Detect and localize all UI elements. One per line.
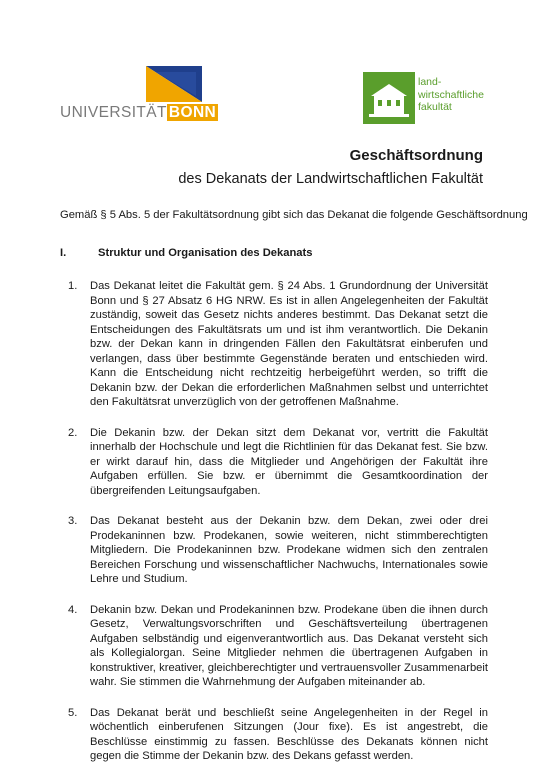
list-item-text: Das Dekanat leitet die Fakultät gem. § 24 Abs. 1 Grundordnung der Universität Bonn und § 27 Absatz 6 HG NRW. Es ist in allen Angelegenheiten der Fakultät zuständig, soweit das Gesetz nichts anderes bestimmt. Das Dekanat setzt die Entscheidungen des Fakultätsrats um und ist ihm verantwortlich. Die Dekanin bzw. der Dekan kann in dringenden Fällen den Fakultätsrat einberufen und verlangen, dass über bestimmte Gegenstände beraten und entschieden wird. Kann die Entscheidung nicht rechtzeitig herbeigeführt werden, so trifft die Dekanin bzw. der Dekan die erforderlichen Maßnahmen selbst und unterrichtet den Fakultätsrat unverzüglich von der getroffenen Maßnahme. [90,280,488,408]
list-item [68,706,488,764]
section-number: I. [60,247,67,259]
list-item-number: 3. [68,515,78,527]
university-logo-mark-icon [146,66,202,102]
list-item-text: Das Dekanat besteht aus der Dekanin bzw. dem Dekan, zwei oder drei Prodekaninnen bzw. Prodekanen, sowie weiteren, nicht stimmberechtigten Mitgliedern. Die Prodekaninnen bzw. Prodekane widmen sich den zentralen Bereichen Forschung und wissenschaftlicher Nachwuchs, Internationales sowie Lehre und Studium. [90,515,488,585]
numbered-list [68,279,488,768]
list-item [68,279,488,410]
list-item [68,426,488,499]
section-title: Struktur und Organisation des Dekanats [98,247,313,259]
list-item-text: Das Dekanat berät und beschließt seine Angelegenheiten in der Regel in wöchentlich einberufenen Sitzungen (Jour fixe). Es ist angestrebt, die Beschlüsse einstimmig zu fassen. Beschlüsse des Dekanats können nicht gegen die Stimme der Dekanin bzw. des Dekans gefasst werden. [90,706,488,762]
intro-text: Gemäß § 5 Abs. 5 der Fakultätsordnung gibt sich das Dekanat die folgende Geschäftsordnung [60,209,528,221]
faculty-logo-mark-icon [363,72,415,124]
list-item-number: 5. [68,706,78,719]
list-item [68,514,488,587]
document-title: Geschäftsordnung [349,147,483,164]
university-bonn-logo [60,66,217,122]
list-item-number: 2. [68,426,78,439]
university-wordmark: UNIVERSITÄT BONN [60,104,217,121]
document-subtitle: des Dekanats der Landwirtschaftlichen Fakultät [178,171,483,187]
faculty-wordmark: land- wirtschaftliche fakultät [418,76,484,113]
faculty-logo [363,72,503,128]
list-item-number: 4. [68,603,78,616]
list-item-text: Dekanin bzw. Dekan und Prodekaninnen bzw. Prodekane üben die ihnen durch Gesetz, Verwaltungsvorschriften und Geschäftsverteilung übertragenen Aufgaben selbständig und eigenverantwortlich aus. Das Dekanat versteht sich als Kollegialorgan. Seine Mitglieder nehmen die übertragenen Aufgaben in konstruktiver, kreativer, gleichberechtigter und vertrauensvoller Zusammenarbeit wahr. Sie stimmen die Wahrnehmung der Aufgaben miteinander ab. [90,603,488,688]
list-item-number: 1. [68,280,78,292]
list-item [68,603,488,690]
list-item-text: Die Dekanin bzw. der Dekan sitzt dem Dekanat vor, vertritt die Fakultät innerhalb der Hochschule und legt die Richtlinien für das Dekanat fest. Sie bzw. er wirkt darauf hin, dass die Mitglieder und Angehörigen der Fakultät ihre Aufgaben erfüllen. Sie bzw. er übernimmt die Gesamtkoordination der übergreifenden Leitungsaufgaben. [90,426,488,497]
section-heading [60,247,312,259]
